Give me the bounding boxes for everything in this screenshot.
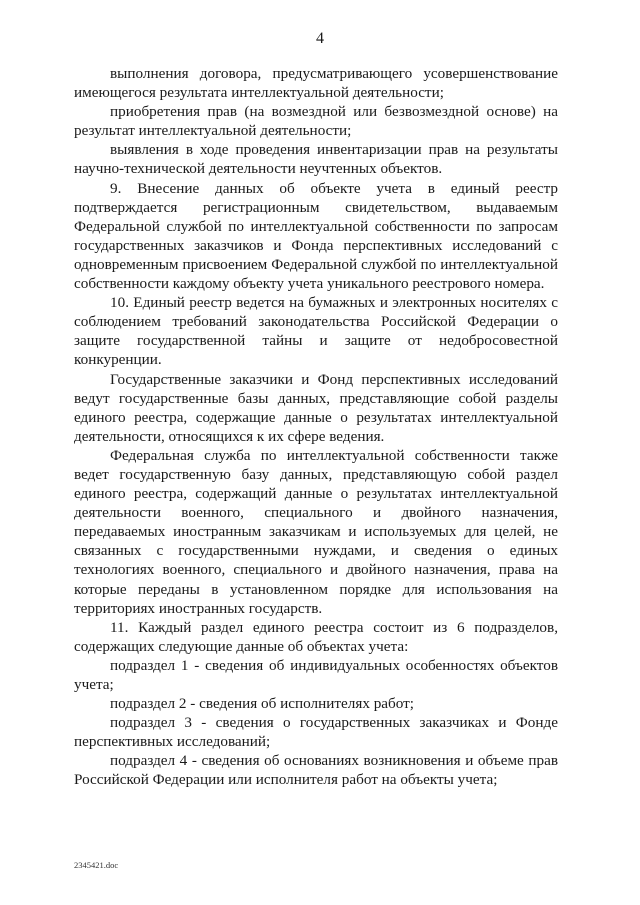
document-body — [74, 64, 558, 790]
footer-file-code: 2345421.doc — [74, 860, 119, 870]
page-number: 4 — [316, 30, 324, 47]
paragraph: выявления в ходе проведения инвентаризации прав на результаты научно-технической деятельности неучтенных объектов. — [74, 141, 558, 178]
paragraph: 10. Единый реестр ведется на бумажных и электронных носителях с соблюдением требований законодательства Российской Федерации о защите государственной тайны и защите от недобросовестной конкуренции. — [74, 294, 558, 369]
paragraph: 9. Внесение данных об объекте учета в единый реестр подтверждается регистрационным свидетельством, выдаваемым Федеральной службой по интеллектуальной собственности по запросам государственных заказчиков и Фонда перспективных исследований с одновременным присвоением Федеральной службой по интеллектуальной собственности каждому объекту учета уникального реестрового номера. — [74, 179, 558, 293]
paragraph: Государственные заказчики и Фонд перспективных исследований ведут государственные базы данных, представляющие собой разделы единого реестра, содержащие данные о результатах интеллектуальной деятельности, относящихся к их сфере ведения. — [74, 370, 558, 445]
paragraph: подраздел 4 - сведения об основаниях возникновения и объеме прав Российской Федерации или исполнителя работ на объекты учета; — [74, 752, 558, 789]
paragraph: приобретения прав (на возмездной или безвозмездной основе) на результат интеллектуальной деятельности; — [74, 103, 558, 140]
paragraph: Федеральная служба по интеллектуальной собственности также ведет государственную базу данных, представляющую собой раздел единого реестра, содержащий данные о результатах интеллектуальной деятельности военного, специального и двойного назначения, передаваемых иностранным заказчикам и используемых для целей, не связанных с государственными нуждами, и сведения о единых технологиях военного, специального и двойного назначения, права на которые переданы в установленном порядке для использования на территориях иностранных государств. — [74, 446, 558, 617]
paragraph: 11. Каждый раздел единого реестра состоит из 6 подразделов, содержащих следующие данные об объектах учета: — [74, 618, 558, 655]
paragraph: подраздел 2 - сведения об исполнителях работ; — [110, 695, 415, 713]
paragraph: подраздел 3 - сведения о государственных заказчиках и Фонде перспективных исследований; — [74, 714, 558, 751]
paragraph: подраздел 1 - сведения об индивидуальных особенностях объектов учета; — [74, 656, 558, 693]
paragraph: выполнения договора, предусматривающего усовершенствование имеющегося результата интеллектуальной деятельности; — [74, 65, 558, 102]
